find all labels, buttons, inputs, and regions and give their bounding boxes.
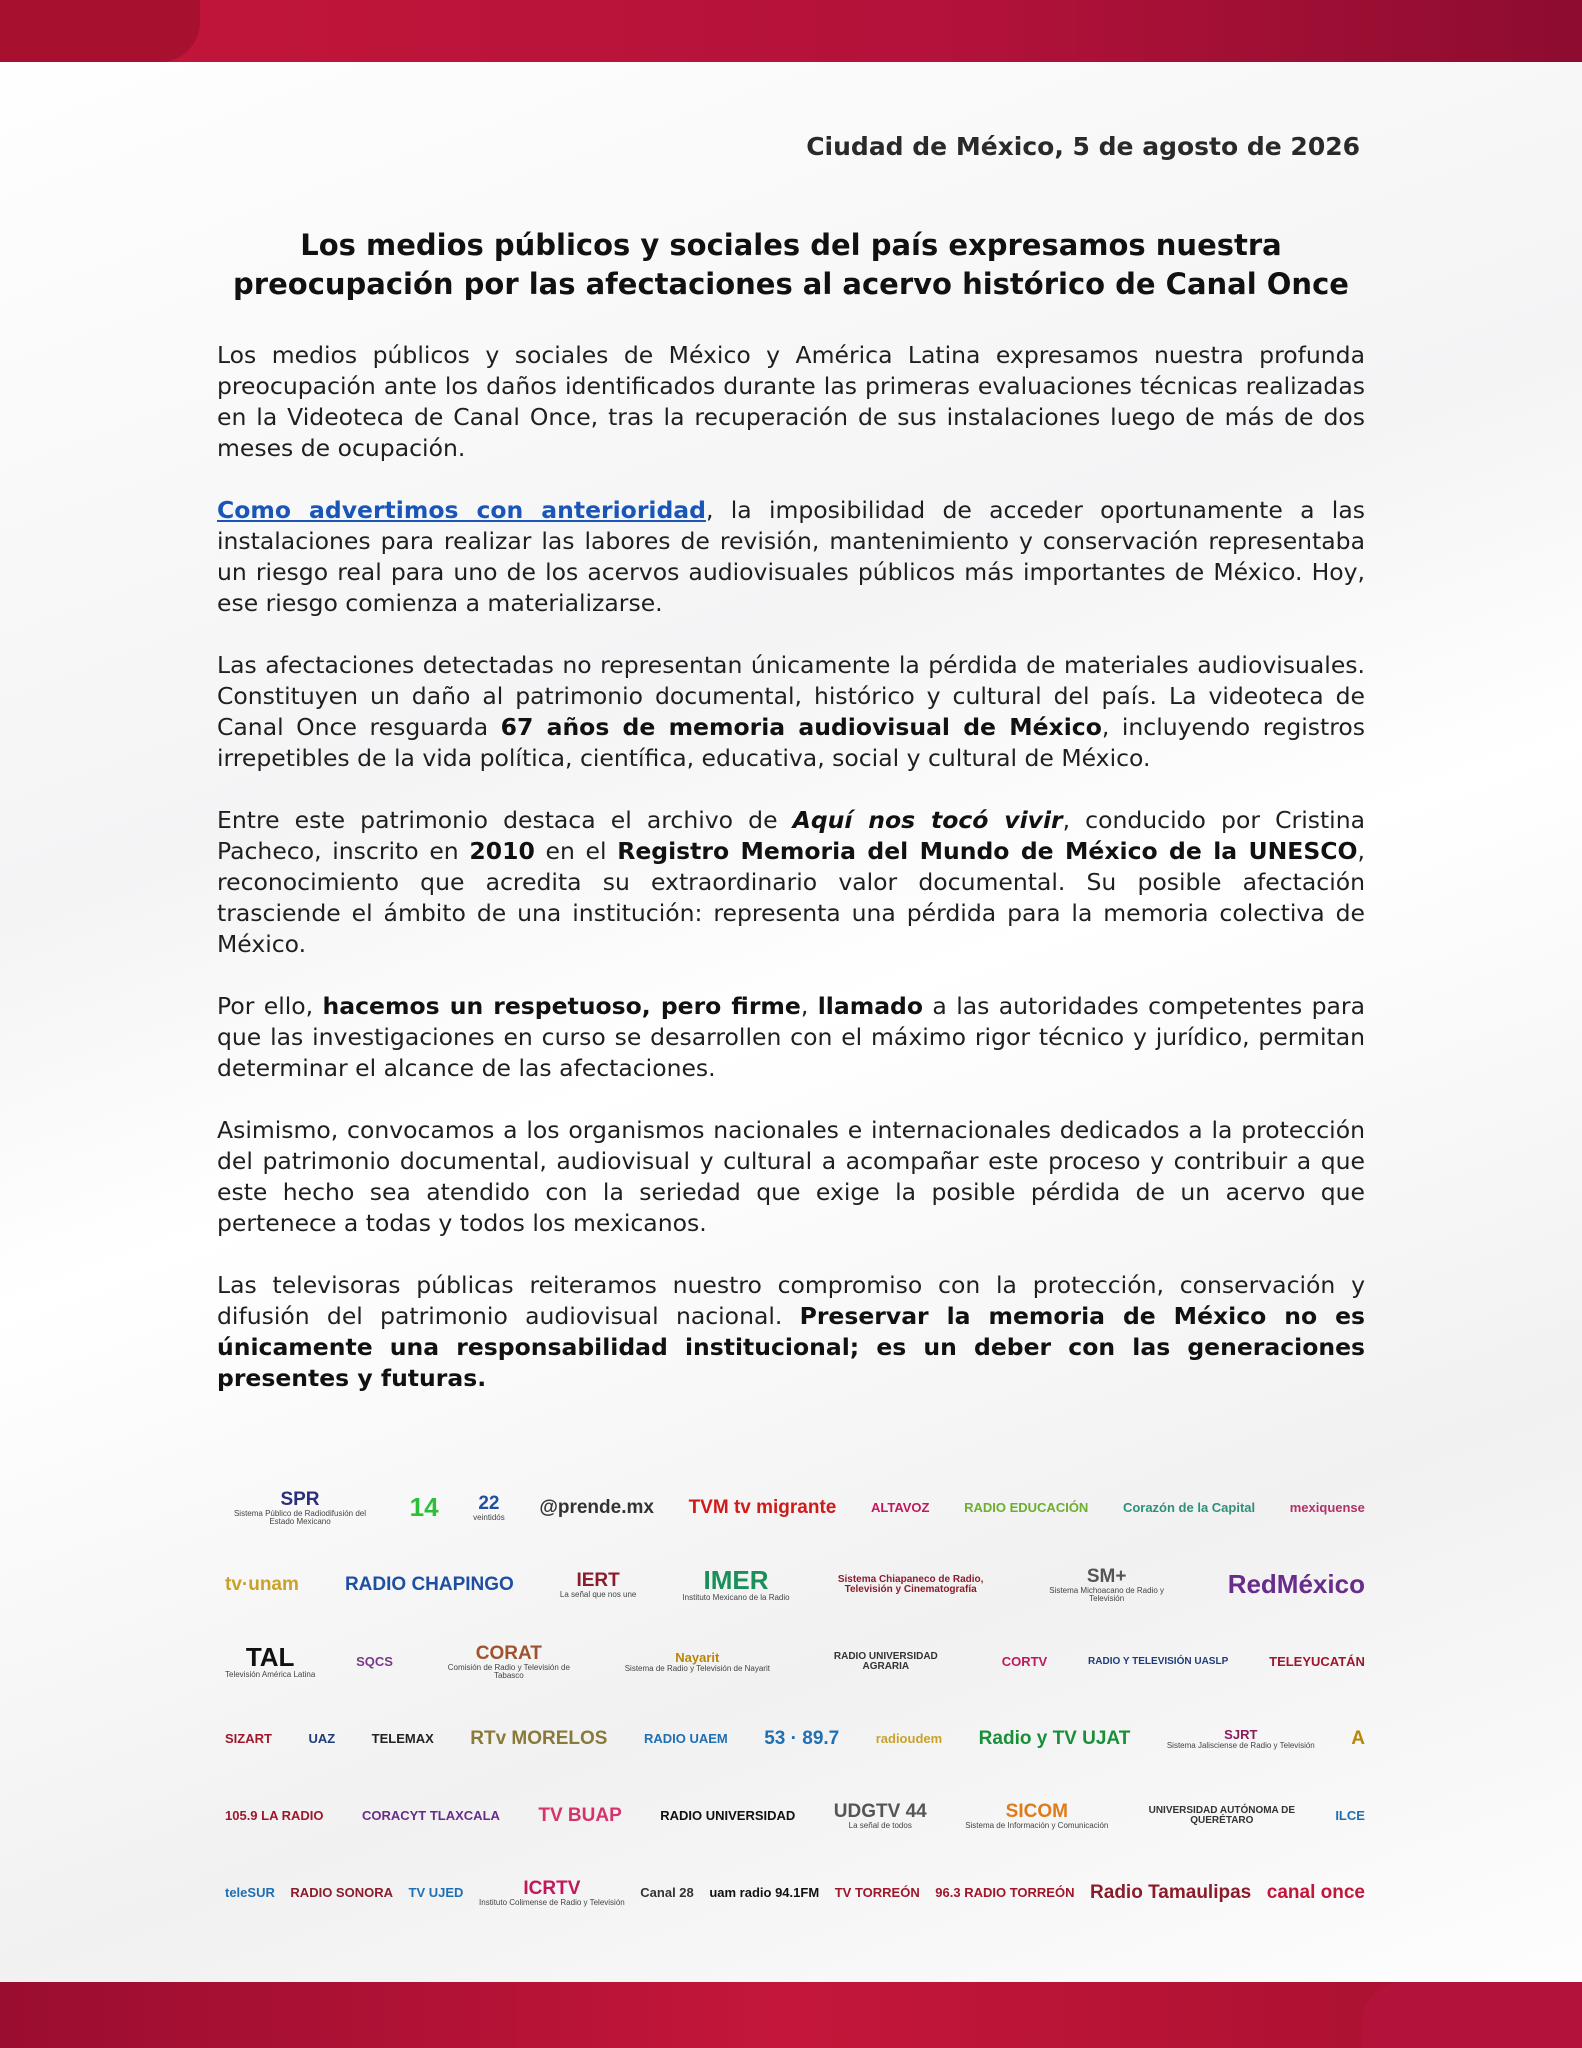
paragraph-2-text: , la imposibilidad de acceder oportunamente a las instalaciones para realizar las labores de revisión, mantenimiento y conservación representaba un riesgo real para uno de los acervos audiovisuales públicos más importantes de México. Hoy, ese riesgo comienza a materializarse. — [217, 496, 1365, 617]
member-logo — [764, 1729, 839, 1749]
member-logo — [470, 1729, 607, 1749]
statement-body — [217, 340, 1365, 1425]
logo-name: radioudem — [875, 1731, 943, 1747]
logo-name: ICRTV — [523, 1877, 581, 1899]
member-logo — [1123, 1501, 1255, 1515]
logo-name: canal once — [1266, 1882, 1365, 1904]
logo-name: SJRT — [1224, 1726, 1258, 1742]
p4-registry: Registro Memoria del Mundo de México de la UNESCO — [617, 837, 1358, 865]
member-logo — [1290, 1501, 1365, 1515]
logo-name: TVM tv migrante — [688, 1497, 837, 1519]
logo-name: @prende.mx — [539, 1497, 654, 1519]
logo-name: SIZART — [225, 1731, 272, 1747]
member-logo — [473, 1494, 505, 1522]
logo-tagline: Sistema Jalisciense de Radio y Televisión — [1166, 1740, 1315, 1750]
logo-name: SM+ — [1086, 1565, 1127, 1587]
p4-text-g: , reconocimiento que acredita su extraordinario valor documental. Su posible afectación trasciende el ámbito de una institución: representa una pérdida para la memoria colectiva de México. — [217, 837, 1365, 958]
title-line-2: preocupación por las afectaciones al acervo histórico de Canal Once — [233, 267, 1349, 301]
logo-name: Nayarit — [675, 1649, 720, 1665]
member-logo — [871, 1501, 930, 1515]
member-logo — [1090, 1883, 1251, 1903]
paragraph-6: Asimismo, convocamos a los organismos nacionales e internacionales dedicados a la protección del patrimonio documental, audiovisual y cultural a acompañar este proceso y contribuir a que este hecho sea atendido con la seriedad que exige la posible pérdida de un acervo que pertenece a todas y todos los mexicanos. — [217, 1116, 1365, 1237]
logo-name: UNIVERSIDAD AUTÓNOMA DE QUERÉTARO — [1148, 1804, 1296, 1826]
member-logo — [640, 1886, 693, 1900]
logo-row — [225, 1547, 1365, 1623]
logo-tagline: Televisión América Latina — [225, 1670, 316, 1680]
logo-row — [225, 1701, 1365, 1777]
logo-name: UAZ — [308, 1731, 336, 1747]
member-logo — [560, 1571, 637, 1599]
member-logo — [689, 1498, 837, 1518]
logo-name: Radio y TV UJAT — [978, 1728, 1131, 1750]
program-title: Aquí nos tocó vivir — [792, 806, 1063, 834]
logo-tagline: Comisión de Radio y Televisión de Tabasco — [447, 1662, 570, 1680]
paragraph-1: Los medios públicos y sociales de México y América Latina expresamos nuestra profunda preocupación ante los daños identificados durante las primeras evaluaciones técnicas realizadas en la Videoteca de Canal Once, tras la recuperación de sus instalaciones luego de más de dos meses de ocupación. — [217, 341, 1365, 462]
member-logo — [1002, 1655, 1048, 1669]
p4-text-e: en el — [534, 837, 618, 865]
logo-name: UDGTV 44 — [833, 1800, 927, 1822]
member-logo — [1167, 1728, 1315, 1750]
logo-name: 22 — [478, 1492, 500, 1514]
member-logo — [1032, 1567, 1182, 1604]
logo-name: RADIO Y TELEVISIÓN UASLP — [1088, 1655, 1229, 1667]
member-logo — [1351, 1729, 1365, 1749]
logo-tagline: Sistema Michoacano de Radio y Televisión — [1049, 1585, 1165, 1603]
logo-name: SPR — [280, 1488, 320, 1510]
member-logo — [1267, 1883, 1365, 1903]
p3-emphasis: 67 años de memoria audiovisual de México — [500, 713, 1102, 741]
logo-name: teleSUR — [225, 1885, 275, 1901]
p5-text-e: a las autoridades competentes para que las investigaciones en curso se desarrollen con el máximo rigor técnico y jurídico, permitan determinar el alcance de las afectaciones. — [217, 992, 1365, 1082]
logo-name: tv·unam — [225, 1574, 299, 1596]
member-logo — [709, 1886, 819, 1900]
member-logo — [538, 1806, 621, 1826]
p5-text-a: Por ello, — [217, 992, 323, 1020]
top-band-notch — [0, 0, 200, 62]
logo-tagline: Sistema de Información y Comunicación — [965, 1820, 1109, 1830]
logo-name: ILCE — [1335, 1808, 1365, 1824]
logo-name: TV UJED — [408, 1885, 464, 1901]
p5-emphasis-1: hacemos un respetuoso, pero firme — [322, 992, 801, 1020]
logo-name: SICOM — [1005, 1800, 1068, 1822]
member-logo — [225, 1575, 299, 1595]
p4-text-c: , conducido por Cristina Pacheco, inscrito en — [217, 806, 1366, 865]
bottom-color-band — [0, 1982, 1582, 2048]
logo-name: RADIO CHAPINGO — [344, 1574, 514, 1596]
p4-text-a: Entre este patrimonio destaca el archivo de — [217, 806, 793, 834]
member-logo — [362, 1809, 500, 1823]
logo-name: CORACYT TLAXCALA — [361, 1808, 500, 1824]
member-logo — [979, 1729, 1131, 1749]
member-logo — [625, 1651, 770, 1673]
logo-name: TELEYUCATÁN — [1269, 1654, 1365, 1670]
member-logo — [876, 1732, 942, 1746]
paragraph-3 — [217, 650, 1365, 774]
p3-text-a: Las afectaciones detectadas no representan únicamente la pérdida de materiales audiovisuales. Constituyen un daño al patrimonio documental, histórico y cultural del país. La videoteca de Canal Once resguarda — [217, 651, 1365, 741]
logo-row — [225, 1855, 1365, 1931]
member-logo — [225, 1490, 375, 1527]
logo-name: Radio Tamaulipas — [1090, 1882, 1252, 1904]
paragraph-2 — [217, 495, 1365, 619]
member-logo — [225, 1809, 324, 1823]
p5-emphasis-2: llamado — [817, 992, 924, 1020]
logo-name: 53 · 89.7 — [764, 1728, 840, 1750]
member-logo — [409, 1886, 464, 1900]
member-logo — [345, 1575, 514, 1595]
logo-name: CORTV — [1001, 1654, 1048, 1670]
logo-name: TELEMAX — [371, 1731, 434, 1747]
logo-name: CORAT — [475, 1642, 542, 1664]
member-logo — [479, 1879, 625, 1907]
logo-tagline: La señal que nos une — [559, 1589, 637, 1599]
logo-name: 14 — [409, 1492, 439, 1523]
p4-year: 2010 — [469, 837, 535, 865]
member-logo — [834, 1802, 927, 1830]
member-logo — [1088, 1657, 1228, 1668]
logo-tagline: Sistema Público de Radiodifusión del Estado Mexicano — [233, 1508, 367, 1526]
dateline: Ciudad de México, 5 de agosto de 2026 — [806, 132, 1360, 161]
member-logo — [372, 1732, 434, 1746]
logo-name: 105.9 LA RADIO — [225, 1808, 324, 1824]
member-logo — [1335, 1809, 1365, 1823]
member-logo — [410, 1494, 439, 1521]
logo-name: SQCS — [356, 1654, 393, 1670]
logo-row — [225, 1778, 1365, 1854]
member-logo — [308, 1732, 335, 1746]
logo-name: RTv MORELOS — [470, 1728, 608, 1750]
member-logo — [660, 1809, 795, 1823]
bottom-band-notch — [1362, 1982, 1582, 2048]
paragraph-4 — [217, 805, 1365, 960]
paragraph-5 — [217, 991, 1365, 1084]
member-logo — [965, 1802, 1108, 1830]
logo-tagline: La señal de todos — [848, 1820, 912, 1830]
member-logo — [964, 1501, 1088, 1515]
p7-emphasis: Preservar la memoria de México no es únicamente una responsabilidad institucional; es un deber con las generaciones presentes y futuras. — [217, 1302, 1366, 1392]
logo-name: 96.3 RADIO TORREÓN — [935, 1885, 1075, 1901]
logo-name: IERT — [576, 1569, 620, 1591]
member-logo — [539, 1498, 654, 1518]
logo-tagline: Instituto Colimense de Radio y Televisión — [479, 1897, 625, 1907]
logo-name: uam radio 94.1FM — [709, 1885, 820, 1901]
member-logo — [935, 1886, 1074, 1900]
p3-text-c: , incluyendo registros irrepetibles de la vida política, científica, educativa, social y cultural de México. — [217, 713, 1365, 772]
top-color-band — [0, 0, 1582, 62]
member-logo — [290, 1886, 393, 1900]
p7-text-a: Las televisoras públicas reiteramos nuestro compromiso con la protección, conservación y difusión del patrimonio audiovisual nacional. — [217, 1271, 1365, 1330]
logo-name: IMER — [703, 1565, 769, 1596]
member-logo — [225, 1732, 272, 1746]
logo-name: RADIO UNIVERSIDAD — [660, 1808, 796, 1824]
member-logo — [1147, 1806, 1297, 1827]
member-logo — [356, 1655, 393, 1669]
page-title — [200, 226, 1382, 304]
member-logos-grid — [225, 1470, 1365, 1907]
member-logo — [644, 1732, 728, 1746]
logo-row — [225, 1470, 1365, 1546]
member-logo — [682, 1567, 789, 1603]
logo-tagline: Sistema de Radio y Televisión de Nayarit — [624, 1663, 770, 1673]
member-logo — [835, 1886, 920, 1900]
member-logo — [836, 1575, 986, 1596]
logo-tagline: veintidós — [473, 1512, 505, 1522]
logo-name: RADIO EDUCACIÓN — [964, 1500, 1089, 1516]
logo-name: TAL — [245, 1642, 295, 1673]
logo-tagline: Instituto Mexicano de la Radio — [682, 1593, 790, 1603]
member-logo — [225, 1886, 275, 1900]
logo-name: RADIO UAEM — [643, 1731, 728, 1747]
logo-name: Canal 28 — [640, 1885, 694, 1901]
logo-name: A — [1351, 1728, 1365, 1750]
logo-name: ALTAVOZ — [870, 1500, 930, 1516]
logo-name: Sistema Chiapaneco de Radio, Televisión y Cinematografía — [837, 1573, 984, 1595]
member-logo — [1228, 1571, 1365, 1598]
logo-name: Corazón de la Capital — [1122, 1500, 1256, 1516]
member-logo — [1269, 1655, 1365, 1669]
logo-row — [225, 1624, 1365, 1700]
logo-name: TV TORREÓN — [834, 1885, 920, 1901]
member-logo — [811, 1652, 961, 1673]
paragraph-7 — [217, 1270, 1365, 1394]
prior-warning-link[interactable]: Como advertimos con anterioridad — [217, 496, 706, 524]
logo-name: mexiquense — [1289, 1500, 1365, 1516]
logo-name: RedMéxico — [1227, 1569, 1365, 1600]
member-logo — [225, 1644, 315, 1680]
logo-name: TV BUAP — [538, 1805, 622, 1827]
title-line-1: Los medios públicos y sociales del país expresamos nuestra — [300, 228, 1282, 262]
p5-text-c: , — [800, 992, 818, 1020]
logo-name: RADIO SONORA — [290, 1885, 393, 1901]
logo-name: RADIO UNIVERSIDAD AGRARIA — [833, 1650, 938, 1672]
member-logo — [434, 1644, 584, 1681]
